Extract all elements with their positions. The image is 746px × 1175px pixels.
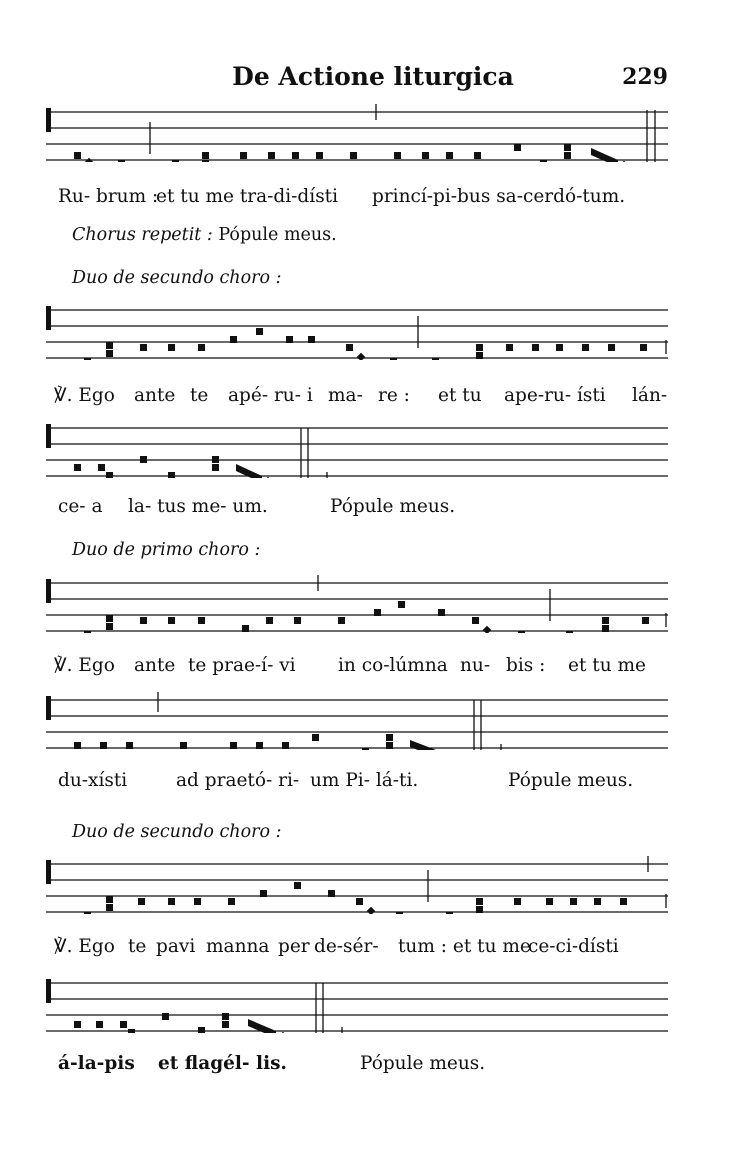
lyric-syllable: du-xísti: [58, 770, 128, 791]
lyric-syllable: et tu me tra-di-dísti: [156, 186, 339, 207]
lyric-syllable: per: [278, 936, 310, 957]
music-staff: [46, 575, 668, 633]
lyric-syllable: ℣. Ego: [54, 385, 115, 406]
lyric-syllable: la- tus me- um.: [128, 496, 268, 517]
lyric-syllable: ad praetó- ri-: [176, 770, 300, 791]
lyric-syllable: Pópule meus.: [508, 770, 634, 791]
section-label: Duo de secundo choro :: [72, 268, 282, 288]
staff-lines: [46, 420, 668, 478]
lyric-syllable: te: [190, 385, 209, 406]
staff-lines: [46, 692, 668, 750]
lyric-syllable: in co-lúmna: [338, 655, 448, 676]
lyric-syllable: ce- a: [58, 496, 103, 517]
lyric-syllable: manna: [206, 936, 270, 957]
lyric-syllable: te prae-í- vi: [188, 655, 296, 676]
lyric-syllable: um Pi- lá-ti.: [310, 770, 419, 791]
lyric-syllable: ante: [134, 655, 176, 676]
lyric-syllable: et tu me: [568, 655, 646, 676]
repeat-instruction: [72, 225, 337, 245]
music-staff: [46, 104, 668, 162]
lyric-syllable: ante: [134, 385, 176, 406]
lyric-syllable: pavi: [156, 936, 196, 957]
page-number: 229: [622, 64, 668, 90]
lyric-syllable: de-sér-: [314, 936, 379, 957]
repeat-text: Pópule meus.: [218, 225, 337, 245]
repeat-label: Chorus repetit :: [72, 225, 213, 245]
lyric-syllable: Pópule meus.: [330, 496, 456, 517]
lyric-syllable: bis :: [506, 655, 546, 676]
lyric-syllable: princí-pi-bus sa-cerdó-tum.: [372, 186, 626, 207]
lyric-syllable: tum : et tu me: [398, 936, 531, 957]
staff-lines: [46, 975, 668, 1033]
music-staff: [46, 975, 668, 1033]
lyric-syllable: Pópule meus.: [360, 1053, 486, 1074]
music-staff: [46, 420, 668, 478]
lyric-syllable: nu-: [460, 655, 491, 676]
staff-lines: [46, 856, 668, 914]
page-title: De Actione liturgica: [232, 62, 514, 91]
staff-lines: [46, 575, 668, 633]
lyric-syllable: ℣. Ego: [54, 655, 115, 676]
lyric-syllable: ℣. Ego: [54, 936, 115, 957]
music-staff: [46, 692, 668, 750]
staff-lines: [46, 104, 668, 162]
lyric-syllable: ma-: [328, 385, 363, 406]
music-staff: [46, 302, 668, 360]
lyric-syllable: re :: [378, 385, 410, 406]
section-label: Duo de primo choro :: [72, 540, 261, 560]
lyric-syllable: ce-ci-dísti: [528, 936, 619, 957]
lyric-syllable: te: [128, 936, 147, 957]
lyric-syllable: lán-: [632, 385, 668, 406]
lyric-syllable: á-la-pis: [58, 1053, 135, 1074]
section-label: Duo de secundo choro :: [72, 822, 282, 842]
lyric-syllable: et tu: [438, 385, 482, 406]
staff-lines: [46, 302, 668, 360]
lyric-syllable: et flagél- lis.: [158, 1053, 287, 1074]
lyric-syllable: Ru- brum :: [58, 186, 159, 207]
music-staff: [46, 856, 668, 914]
lyric-syllable: ape-ru- ísti: [504, 385, 606, 406]
lyric-syllable: apé- ru- i: [228, 385, 313, 406]
